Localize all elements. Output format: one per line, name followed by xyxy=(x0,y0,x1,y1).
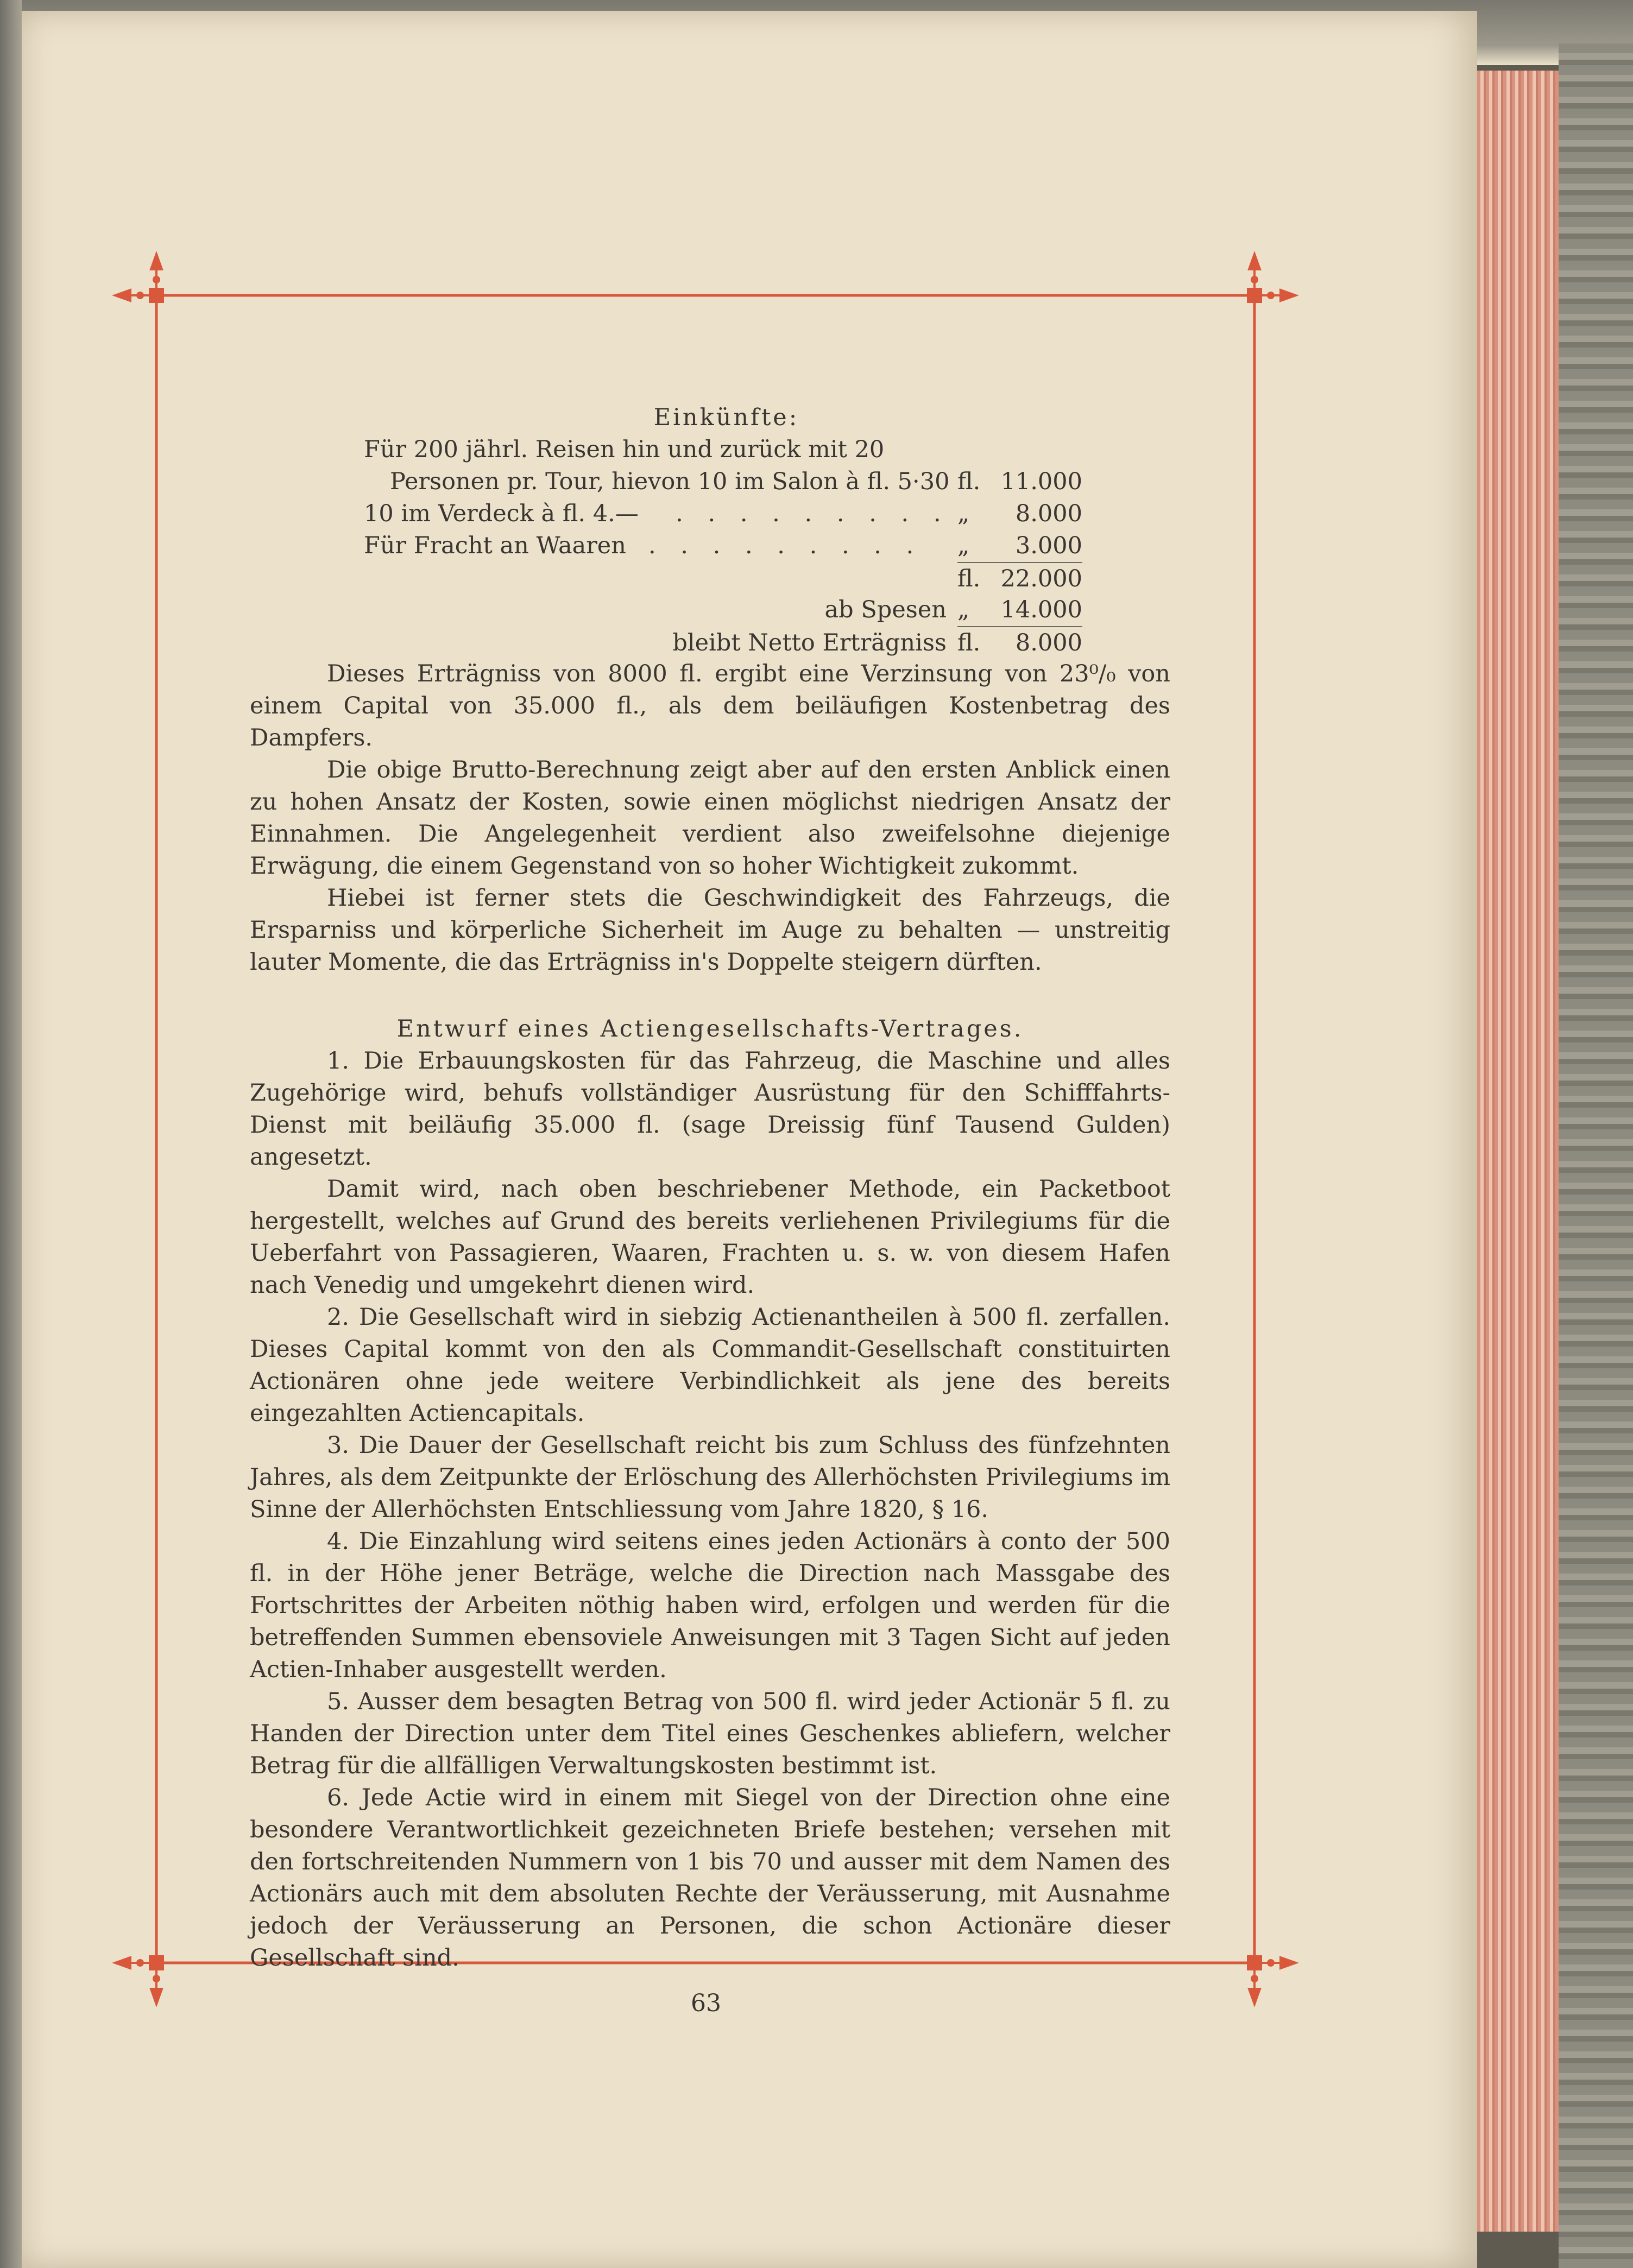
income-row-value: 8.000 xyxy=(990,626,1082,659)
section-heading: Entwurf eines Actiengesellschafts-Vertrages. xyxy=(396,1015,1024,1043)
book-cover-edge xyxy=(1559,43,1633,2268)
income-row-desc: bleibt Netto Erträgniss xyxy=(672,629,947,656)
page-number: 63 xyxy=(691,1989,721,2017)
income-row xyxy=(364,466,1082,498)
income-row-desc: Für 200 jährl. Reisen hin und zurück mit 20 xyxy=(364,436,885,463)
paragraph: 1. Die Erbauungskosten für das Fahrzeug, die Maschine und alles Zugehörige wird, behufs vollständiger Ausrüstung für den Schifffahrts-Dienst mit beiläufig 35.000 fl. (sage Dreissig fünf Tausend Gulden) angesetzt. xyxy=(250,1047,1170,1171)
leader-dots: . . . . . . . . . xyxy=(676,500,950,527)
paragraph: 3. Die Dauer der Gesellschaft reicht bis zum Schluss des fünfzehnten Jahres, als dem Zeitpunkte der Erlöschung des Allerhöchsten Privilegiums im Sinne der Allerhöchsten Entschliessung vom Jahre 1820, § 16. xyxy=(250,1432,1170,1523)
income-row-currency: „ xyxy=(957,596,970,623)
paragraph: Damit wird, nach oben beschriebener Methode, ein Packetboot hergestellt, welches auf Grund des bereits verliehenen Privilegiums für die Ueberfahrt von Passagieren, Waaren, Frachten u. s. w. von diesem Hafen nach Venedig und umgekehrt dienen wird. xyxy=(250,1176,1170,1299)
income-row-desc: ab Spesen xyxy=(824,596,947,623)
page-stack-edges xyxy=(1477,71,1559,2232)
income-row xyxy=(364,530,1082,562)
income-row-value: 8.000 xyxy=(1015,500,1082,527)
income-net-row xyxy=(364,626,1082,658)
paragraph: 6. Jede Actie wird in einem mit Siegel von der Direction ohne eine besondere Verantwortlichkeit gezeichneten Briefe bestehen; versehen mit den fortschreitenden Nummern von 1 bis 70 und ausser mit dem Namen des Actionärs auch mit dem absoluten Rechte der Veräusserung, mit Ausnahme jedoch der Veräusserung an Personen, die schon Actionäre dieser Gesellschaft sind. xyxy=(250,1784,1170,1972)
page-text xyxy=(250,402,1170,1974)
income-row-currency: fl. xyxy=(957,626,990,659)
income-row-value: 14.000 xyxy=(1000,596,1082,623)
income-table xyxy=(364,434,1082,658)
income-row-value: 11.000 xyxy=(1000,468,1082,495)
income-row-currency: „ xyxy=(957,532,970,559)
paragraph: Dieses Erträgniss von 8000 fl. ergibt eine Verzinsung von 23⁰/₀ von einem Capital von 35.000 fl., als dem beiläufigen Kostenbetrag des Dampfers. xyxy=(250,660,1170,751)
income-row-value: 22.000 xyxy=(990,562,1082,595)
income-row xyxy=(364,498,1082,530)
income-row-desc: Personen pr. Tour, hievon 10 im Salon à fl. 5·30 xyxy=(390,468,950,495)
paragraph: 2. Die Gesellschaft wird in siebzig Actienantheilen à 500 fl. zerfallen. Dieses Capital kommt von den als Commandit-Gesellschaft constituirten Actionären ohne jede weitere Verbindlichkeit als jene des bereits eingezahlten Actiencapitals. xyxy=(250,1304,1170,1427)
leader-dots: . . . . . . . . . xyxy=(648,532,923,559)
income-expense-row xyxy=(364,594,1082,626)
income-row-currency: „ xyxy=(957,500,970,527)
income-row-value: 3.000 xyxy=(1015,532,1082,559)
income-row-currency: fl. xyxy=(957,562,990,595)
income-row xyxy=(364,434,1082,466)
paragraph: 5. Ausser dem besagten Betrag von 500 fl. wird jeder Actionär 5 fl. zu Handen der Direction unter dem Titel eines Geschenkes abliefern, welcher Betrag für die allfälligen Verwaltungskosten bestimmt ist. xyxy=(250,1688,1170,1779)
income-row-desc: 10 im Verdeck à fl. 4.— xyxy=(364,500,639,527)
income-subtotal-row xyxy=(364,562,1082,594)
income-heading: Einkünfte: xyxy=(653,404,799,431)
paragraph: Hiebei ist ferner stets die Geschwindigkeit des Fahrzeugs, die Ersparniss und körperliche Sicherheit im Auge zu behalten — unstreitig lauter Momente, die das Erträgniss in's Doppelte steigern dürften. xyxy=(250,885,1170,976)
paragraph: Die obige Brutto-Berechnung zeigt aber auf den ersten Anblick einen zu hohen Ansatz der Kosten, sowie einen möglichst niedrigen Ansatz der Einnahmen. Die Angelegenheit verdient also zweifelsohne diejenige Erwägung, die einem Gegenstand von so hoher Wichtigkeit zukommt. xyxy=(250,756,1170,880)
paragraph: 4. Die Einzahlung wird seitens eines jeden Actionärs à conto der 500 fl. in der Höhe jener Beträge, welche die Direction nach Massgabe des Fortschrittes der Arbeiten nöthig haben wird, erfolgen und werden für die betreffenden Summen ebensoviele Anweisungen mit 3 Tagen Sicht auf jeden Actien-Inhaber ausgestellt werden. xyxy=(250,1528,1170,1683)
book-spine-edge xyxy=(0,0,22,2268)
income-row-desc: Für Fracht an Waaren xyxy=(364,532,626,559)
income-row-currency: fl. xyxy=(957,468,981,495)
